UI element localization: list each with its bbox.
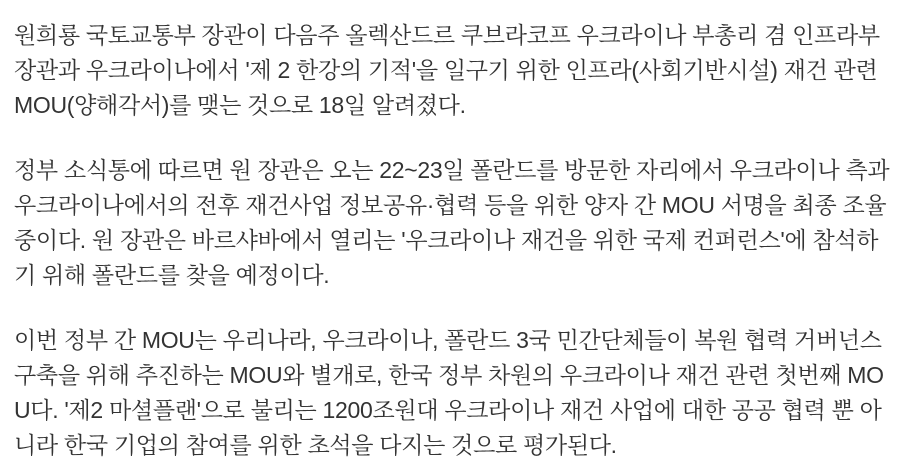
article-paragraph-2: 정부 소식통에 따르면 원 장관은 오는 22~23일 폴란드를 방문한 자리에서 우크라이나 측과 우크라이나에서의 전후 재건사업 정보공유·협력 등을 위한 양자 간 MOU 서명을 최종 조율 중이다. 원 장관은 바르샤바에서 열리는 '우크라이나 재건을 위한 국제 컨퍼런스'에 참석하기 위해 폴란드를 찾을 예정이다.	[14, 157, 890, 288]
article-paragraph-3: 이번 정부 간 MOU는 우리나라, 우크라이나, 폴란드 3국 민간단체들이 복원 협력 거버넌스 구축을 위해 추진하는 MOU와 별개로, 한국 정부 차원의 우크라이나 재건 관련 첫번째 MOU다. '제2 마셜플랜'으로 불리는 1200조원대 우크라이나 재건 사업에 대한 공공 협력 뿐 아니라 한국 기업의 참여를 위한 초석을 다지는 것으로 평가된다.	[14, 327, 884, 458]
article-paragraph-1: 원희룡 국토교통부 장관이 다음주 올렉산드르 쿠브라코프 우크라이나 부총리 겸 인프라부 장관과 우크라이나에서 '제 2 한강의 기적'을 일구기 위한 인프라(사회기반시설) 재건 관련 MOU(양해각서)를 맺는 것으로 18일 알려졌다.	[14, 22, 880, 118]
